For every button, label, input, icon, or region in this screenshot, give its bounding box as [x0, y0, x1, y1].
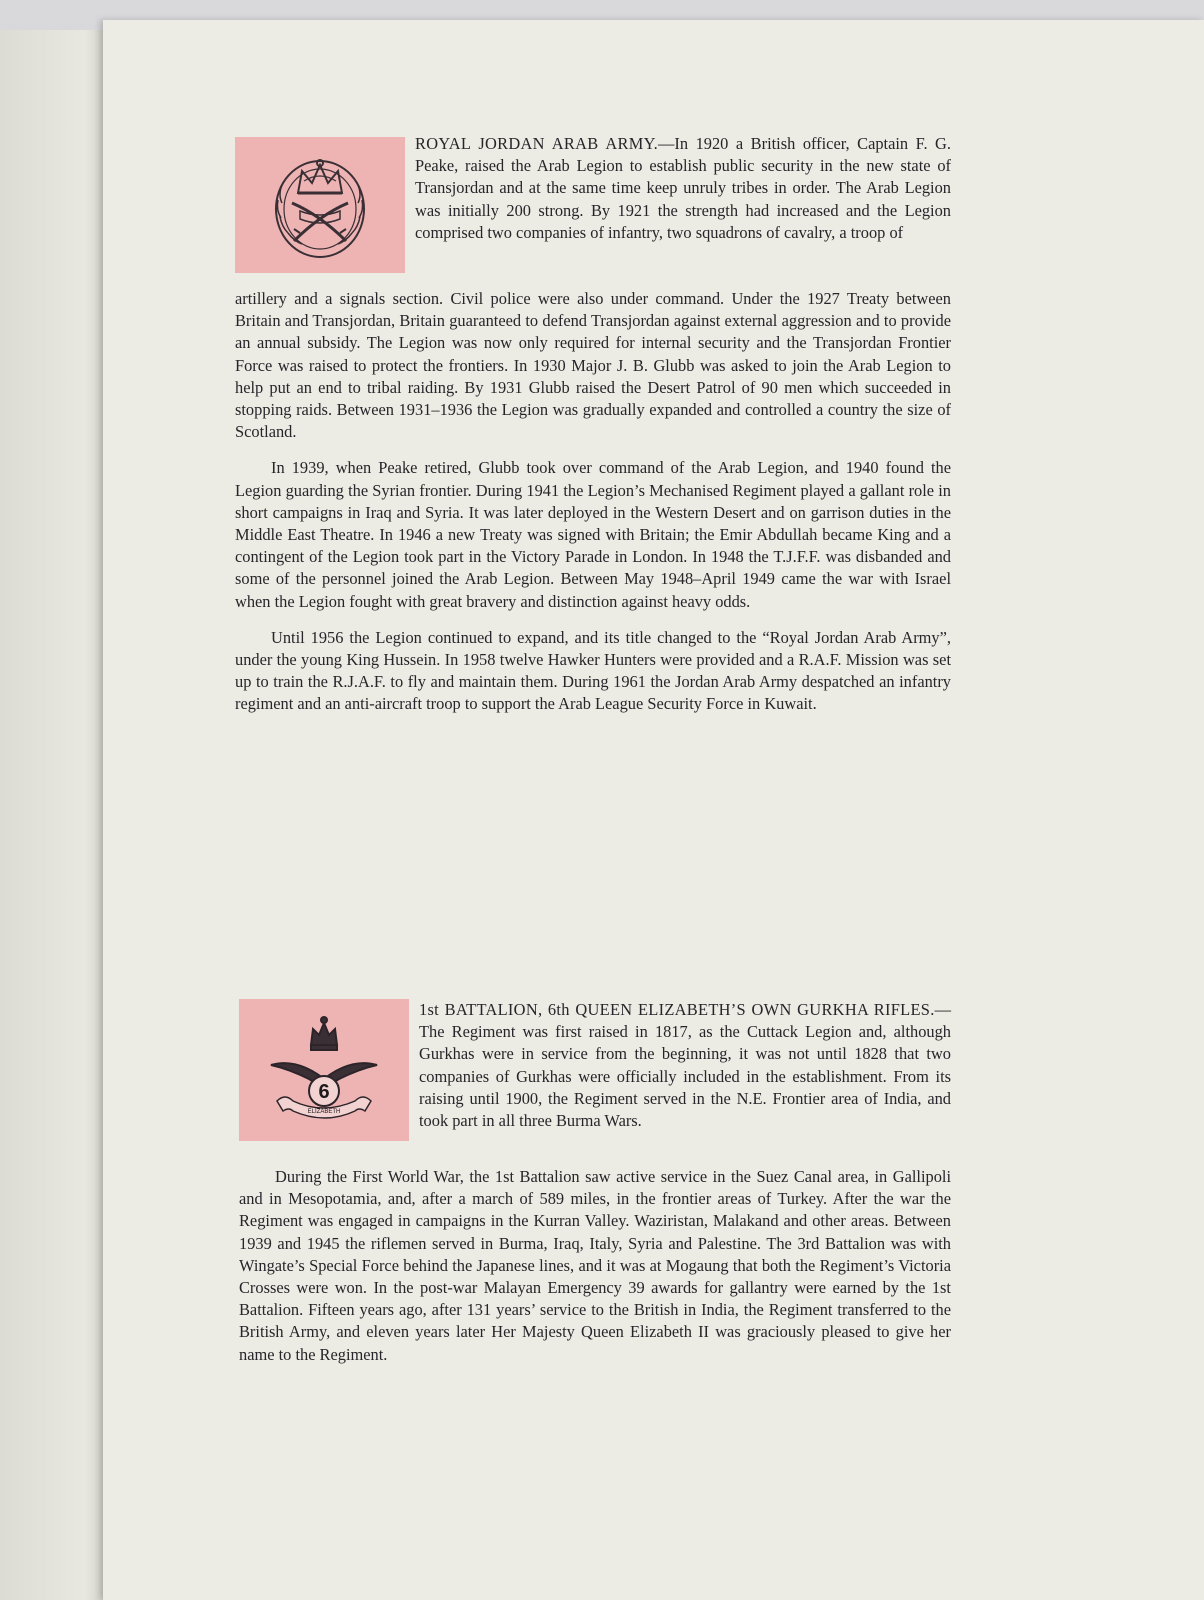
jordan-paragraph-3: Until 1956 the Legion continued to expand, and its title changed to the “Royal Jordan Arab Army”, under the young King Hussein. In 1958 twelve Hawker Hunters were provided and a R.A.F. Mission was set up to train the R.J.A.F. to fly and maintain them. During 1961 the Jordan Arab Army despatched an infantry regiment and an anti-aircraft troop to support the Arab League Security Force in Kuwait. [235, 627, 951, 714]
gurkha-kukris-crown-badge-icon [259, 1005, 389, 1135]
jordan-body [235, 288, 951, 716]
gurkha-badge-scroll-text: ELIZABETH [307, 1109, 341, 1115]
document-page [103, 20, 1204, 1600]
jordan-section-heading: ROYAL JORDAN ARAB ARMY. [415, 134, 659, 153]
jordan-paragraph-2: In 1939, when Peake retired, Glubb took over command of the Arab Legion, and 1940 found the Legion guarding the Syrian frontier. During 1941 the Legion’s Mechanised Regiment played a gallant role in short campaigns in Iraq and Syria. It was later deployed in the Western Desert and on garrison duties in the Middle East Theatre. In 1946 a new Treaty was signed with Britain; the Emir Abdullah became King and a contingent of the Legion took part in the Victory Parade in London. In 1948 the T.J.F.F. was disbanded and some of the personnel joined the Arab Legion. Between May 1948–April 1949 came the war with Israel when the Legion fought with great bravery and distinction against heavy odds. [235, 458, 951, 611]
gurkha-body [239, 1166, 951, 1366]
gurkha-badge-number: 6 [318, 1081, 330, 1103]
facing-page-edge [0, 30, 106, 1600]
jordan-badge-panel [235, 137, 405, 273]
gurkha-section-heading: 1st BATTALION, 6th QUEEN ELIZABETH’S OWN GURKHA RIFLES. [419, 1000, 935, 1019]
gurkha-lead-paragraph [419, 999, 951, 1132]
gurkha-lead-text: —The Regiment was first raised in 1817, as the Cuttack Legion and, although Gurkhas were in service from the beginning, it was not until 1828 that two companies of Gurkhas were officially included in the establishment. From its raising until 1900, the Regiment served in the N.E. Frontier area of India, and took part in all three Burma Wars. [419, 1000, 951, 1131]
jordan-lead-paragraph [415, 133, 951, 244]
jordan-lead-text: —In 1920 a British officer, Captain F. G. Peake, raised the Arab Legion to establish public security in the new state of Transjordan and at the same time keep unruly tribes in order. The Arab Legion was initially 200 strong. By 1921 the strength had increased and the Legion comprised two companies of infantry, two squadrons of cavalry, a troop of [415, 134, 951, 242]
gurkha-paragraph-2: During the First World War, the 1st Battalion saw active service in the Suez Canal area, in Gallipoli and in Mesopotamia, and, after a march of 589 miles, in the frontier areas of Turkey. After the war the Regiment was engaged in campaigns in the Kurran Valley. Waziristan, Malakand and other areas. Between 1939 and 1945 the riflemen served in Burma, Iraq, Italy, Syria and Palestine. The 3rd Battalion was with Wingate’s Special Force behind the Japanese lines, and it was at Mogaung that both the Regiment’s Victoria Crosses were won. In the post-war Malayan Emergency 39 awards for gallantry were earned by the 1st Battalion. Fifteen years ago, after 131 years’ service to the British in India, the Regiment transferred to the British Army, and eleven years later Her Majesty Queen Elizabeth II was graciously pleased to give her name to the Regiment. [239, 1167, 951, 1364]
gurkha-badge-panel [239, 999, 409, 1141]
jordan-paragraph-1-continued: artillery and a signals section. Civil police were also under command. Under the 1927 Treaty between Britain and Transjordan, Britain guaranteed to defend Transjordan against external aggression and to provide an annual subsidy. The Legion was now only required for internal security and the Transjordan Frontier Force was raised to protect the frontiers. In 1930 Major J. B. Glubb was asked to join the Arab Legion to help put an end to tribal raiding. By 1931 Glubb raised the Desert Patrol of 90 men which succeeded in stopping raids. Between 1931–1936 the Legion was gradually expanded and controlled a country the size of Scotland. [235, 289, 951, 442]
arab-legion-crown-wreath-badge-icon [260, 145, 380, 265]
